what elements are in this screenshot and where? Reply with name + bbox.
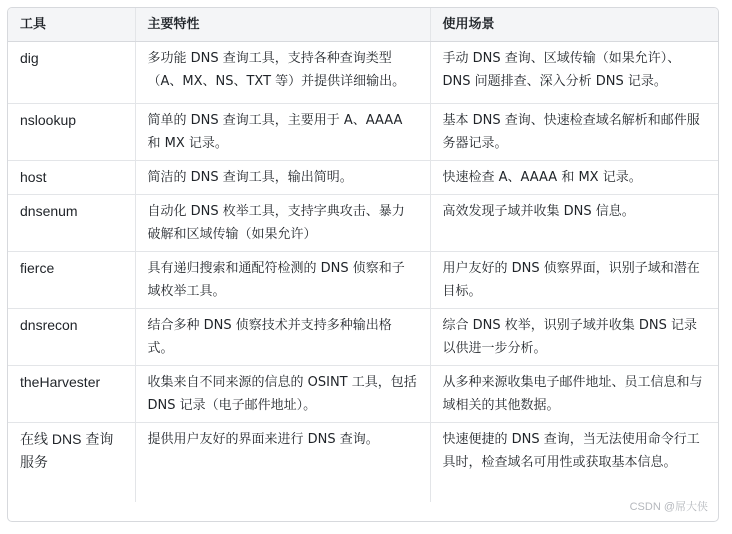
table-row bbox=[8, 103, 719, 160]
usage-cell: 用户友好的 DNS 侦察界面，识别子域和潜在目标。 bbox=[430, 251, 719, 308]
table-header-row bbox=[8, 8, 719, 41]
features-cell: 简单的 DNS 查询工具，主要用于 A、AAAA 和 MX 记录。 bbox=[135, 103, 430, 160]
usage-cell: 基本 DNS 查询、快速检查域名解析和邮件服务器记录。 bbox=[430, 103, 719, 160]
tool-name-cell: fierce bbox=[8, 251, 135, 308]
table-row bbox=[8, 422, 719, 502]
usage-cell: 高效发现子域并收集 DNS 信息。 bbox=[430, 194, 719, 251]
features-cell: 收集来自不同来源的信息的 OSINT 工具，包括 DNS 记录（电子邮件地址）。 bbox=[135, 365, 430, 422]
usage-cell: 快速检查 A、AAAA 和 MX 记录。 bbox=[430, 160, 719, 194]
table-row bbox=[8, 308, 719, 365]
features-cell: 简洁的 DNS 查询工具，输出简明。 bbox=[135, 160, 430, 194]
page-bottom-strip bbox=[0, 527, 732, 534]
tool-name-cell: dnsrecon bbox=[8, 308, 135, 365]
table-row bbox=[8, 160, 719, 194]
usage-cell: 从多种来源收集电子邮件地址、员工信息和与域相关的其他数据。 bbox=[430, 365, 719, 422]
usage-cell: 综合 DNS 枚举，识别子域并收集 DNS 记录以供进一步分析。 bbox=[430, 308, 719, 365]
features-cell: 多功能 DNS 查询工具，支持各种查询类型（A、MX、NS、TXT 等）并提供详细输出。 bbox=[135, 41, 430, 103]
features-cell: 结合多种 DNS 侦察技术并支持多种输出格式。 bbox=[135, 308, 430, 365]
tool-name-cell: 在线 DNS 查询服务 bbox=[8, 422, 135, 502]
features-cell: 提供用户友好的界面来进行 DNS 查询。 bbox=[135, 422, 430, 502]
usage-cell: 快速便捷的 DNS 查询，当无法使用命令行工具时，检查域名可用性或获取基本信息。 bbox=[430, 422, 719, 502]
table-row bbox=[8, 251, 719, 308]
usage-cell: 手动 DNS 查询、区域传输（如果允许）、DNS 问题排查、深入分析 DNS 记录。 bbox=[430, 41, 719, 103]
tool-name-cell: dig bbox=[8, 41, 135, 103]
table-row bbox=[8, 194, 719, 251]
dns-tools-table-container bbox=[7, 7, 719, 522]
header-features: 主要特性 bbox=[135, 8, 430, 41]
table-row bbox=[8, 41, 719, 103]
tool-name-cell: dnsenum bbox=[8, 194, 135, 251]
features-cell: 自动化 DNS 枚举工具，支持字典攻击、暴力破解和区域传输（如果允许） bbox=[135, 194, 430, 251]
dns-tools-table bbox=[8, 8, 719, 502]
tool-name-cell: theHarvester bbox=[8, 365, 135, 422]
tool-name-cell: nslookup bbox=[8, 103, 135, 160]
header-usage: 使用场景 bbox=[430, 8, 719, 41]
csdn-watermark: CSDN @屌大侠 bbox=[629, 501, 708, 513]
tool-name-cell: host bbox=[8, 160, 135, 194]
table-row bbox=[8, 365, 719, 422]
header-tool: 工具 bbox=[8, 8, 135, 41]
features-cell: 具有递归搜索和通配符检测的 DNS 侦察和子域枚举工具。 bbox=[135, 251, 430, 308]
